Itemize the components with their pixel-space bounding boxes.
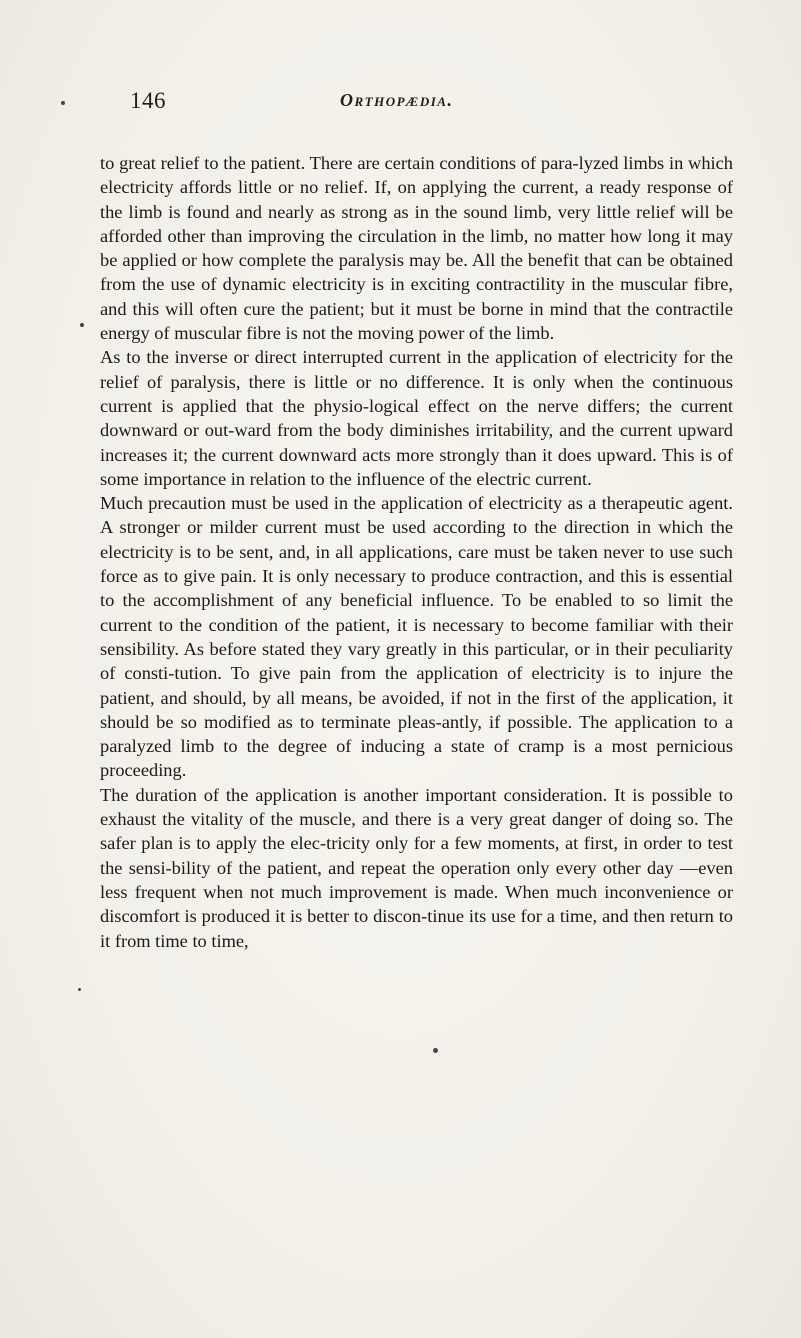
running-head: Orthopædia. [340, 90, 454, 110]
print-speck [433, 1048, 438, 1053]
body-text [100, 151, 733, 953]
print-speck [78, 988, 81, 991]
paragraph-2: As to the inverse or direct interrupted current in the application of electricity for the relief of paralysis, there is little or no difference. It is only when the continuous current is applied that the physio-logical effect on the nerve differs; the current downward or out-ward from the body diminishes irritability, and the current upward increases it; the current downward acts more strongly than it does upward. This is of some importance in relation to the influence of the electric current. [100, 347, 733, 489]
print-speck [61, 101, 65, 105]
page-number: 146 [130, 88, 166, 113]
print-speck [80, 323, 84, 327]
page-header [130, 88, 690, 122]
paragraph-4: The duration of the application is another important consideration. It is possible to exhaust the vitality of the muscle, and there is a very great danger of doing so. The safer plan is to apply the elec-tricity only for a few moments, at first, in order to test the sensi-bility of the patient, and repeat the operation only every other day —even less frequent when not much improvement is made. When much inconvenience or discomfort is produced it is better to discon-tinue its use for a time, and then return to it from time to time, [100, 784, 733, 951]
paragraph-1: to great relief to the patient. There are certain conditions of para-lyzed limbs in which electricity affords little or no relief. If, on applying the current, a ready response of the limb is found and nearly as strong as in the sound limb, very little relief will be afforded other than improving the circulation in the limb, no matter how long it may be applied or how complete the paralysis may be. All the benefit that can be obtained from the use of dynamic electricity is in exciting contractility in the muscular fibre, and this will often cure the patient; but it must be borne in mind that the contractile energy of muscular fibre is not the moving power of the limb. [100, 153, 733, 344]
paragraph-3: Much precaution must be used in the application of electricity as a therapeutic agent. A stronger or milder current must be used according to the direction in which the electricity is to be sent, and, in all applications, care must be taken never to use such force as to give pain. It is only necessary to produce contraction, and this is essential to the accomplishment of any beneficial influence. To be enabled to so limit the current to the condition of the patient, it is necessary to become familiar with their sensibility. As before stated they vary greatly in this particular, or in their peculiarity of consti-tution. To give pain from the application of electricity is to injure the patient, and should, by all means, be avoided, if not in the first of the application, it should be so modified as to terminate pleas-antly, if possible. The application to a paralyzed limb to the degree of inducing a state of cramp is a most pernicious proceeding. [100, 493, 733, 781]
